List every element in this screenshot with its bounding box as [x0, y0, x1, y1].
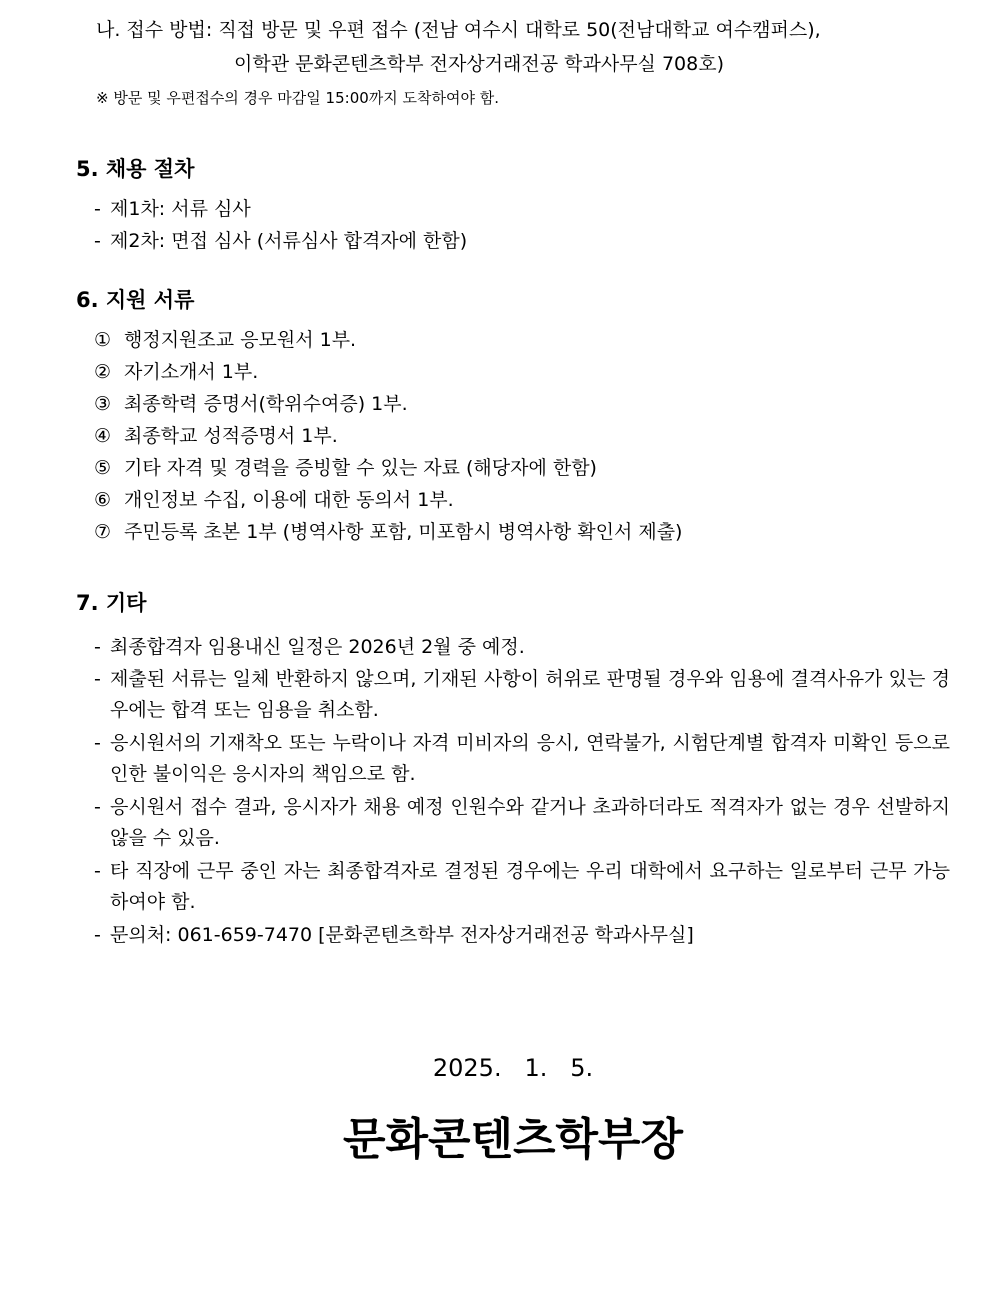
numbered-item: [94, 327, 356, 353]
item-text: 최종학력 증명서(학위수여증) 1부.: [124, 393, 408, 415]
list-item-text: 타 직장에 근무 중인 자는 최종합격자로 결정된 경우에는 우리 대학에서 요구하는 일로부터 근무 가능하여야 함.: [110, 860, 950, 913]
item-number: ⑦: [94, 521, 112, 543]
item-number: ①: [94, 329, 112, 351]
list-item-text: 응시원서 접수 결과, 응시자가 채용 예정 인원수와 같거나 초과하더라도 적격자가 없는 경우 선발하지 않을 수 있음.: [110, 796, 950, 849]
item-number: ③: [94, 393, 112, 415]
item-number: ④: [94, 425, 112, 447]
numbered-item: [94, 455, 597, 481]
item-text: 행정지원조교 응모원서 1부.: [124, 329, 357, 351]
list-item-text: 제1차: 서류 심사: [110, 198, 251, 220]
list-item-text: 문의처: 061-659-7470 [문화콘텐츠학부 전자상거래전공 학과사무실]: [110, 924, 694, 946]
item-number: ②: [94, 361, 112, 383]
item-text: 주민등록 초본 1부 (병역사항 포함, 미포함시 병역사항 확인서 제출): [124, 521, 683, 543]
list-dash: -: [94, 924, 101, 946]
list-item: [94, 792, 950, 854]
list-item-text: 최종합격자 임용내신 일정은 2026년 2월 중 예정.: [110, 636, 525, 658]
list-item: [94, 194, 950, 225]
method-line-1: 나. 접수 방법: 직접 방문 및 우편 접수 (전남 여수시 대학로 50(전남대학교 여수캠퍼스),: [96, 19, 821, 41]
numbered-item: [94, 487, 454, 513]
numbered-item: [94, 359, 258, 385]
list-dash: -: [94, 668, 101, 690]
list-item-text: 제2차: 면접 심사 (서류심사 합격자에 한함): [110, 230, 468, 252]
list-dash: -: [94, 732, 101, 754]
list-item: [94, 664, 950, 726]
item-text: 최종학교 성적증명서 1부.: [124, 425, 338, 447]
signer-title: 문화콘텐츠학부장: [342, 1114, 684, 1165]
item-text: 기타 자격 및 경력을 증빙할 수 있는 자료 (해당자에 한함): [124, 457, 597, 479]
list-item: [94, 226, 950, 257]
numbered-item: [94, 423, 338, 449]
section-6-title: 6. 지원 서류: [76, 288, 195, 312]
numbered-item: [94, 391, 408, 417]
section-7-title: 7. 기타: [76, 591, 147, 615]
section-5-title: 5. 채용 절차: [76, 157, 195, 181]
item-number: ⑥: [94, 489, 112, 511]
list-dash: -: [94, 230, 101, 252]
list-item: [94, 920, 950, 951]
list-item: [94, 632, 950, 663]
list-dash: -: [94, 796, 101, 818]
list-dash: -: [94, 198, 101, 220]
numbered-item: [94, 519, 682, 545]
list-item-text: 응시원서의 기재착오 또는 누락이나 자격 미비자의 응시, 연락불가, 시험단계별 합격자 미확인 등으로 인한 불이익은 응시자의 책임으로 함.: [110, 732, 950, 785]
item-text: 자기소개서 1부.: [124, 361, 259, 383]
list-dash: -: [94, 860, 101, 882]
list-item-text: 제출된 서류는 일체 반환하지 않으며, 기재된 사항이 허위로 판명될 경우와 임용에 결격사유가 있는 경우에는 합격 또는 임용을 취소함.: [110, 668, 950, 721]
item-number: ⑤: [94, 457, 112, 479]
item-text: 개인정보 수집, 이용에 대한 동의서 1부.: [124, 489, 454, 511]
document-date: 2025. 1. 5.: [432, 1054, 594, 1082]
list-item: [94, 856, 950, 918]
list-item: [94, 728, 950, 790]
method-line-2: 이학관 문화콘텐츠학부 전자상거래전공 학과사무실 708호): [234, 53, 724, 75]
method-note: ※ 방문 및 우편접수의 경우 마감일 15:00까지 도착하여야 함.: [96, 89, 500, 107]
list-dash: -: [94, 636, 101, 658]
